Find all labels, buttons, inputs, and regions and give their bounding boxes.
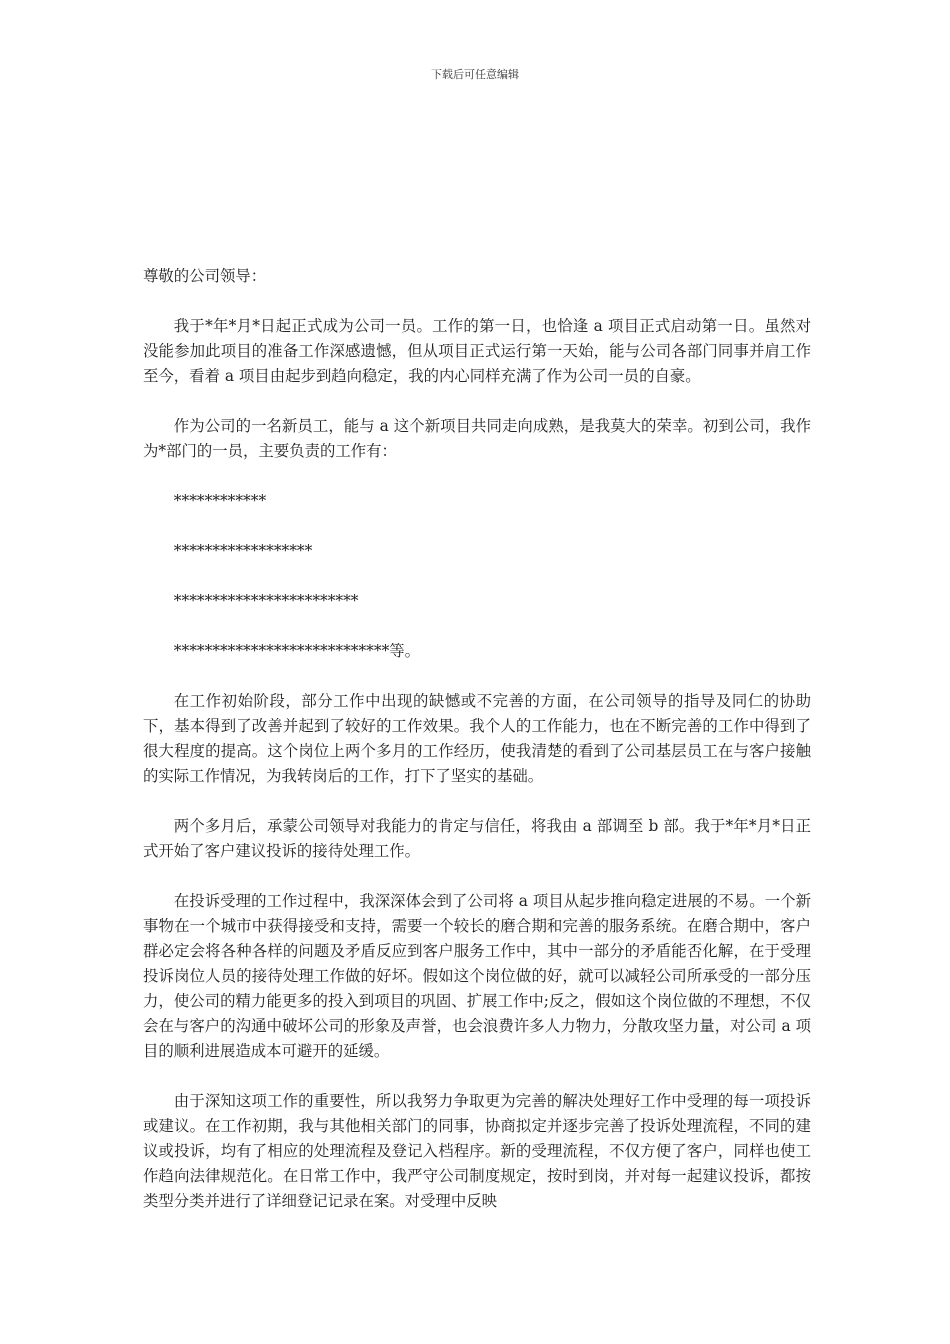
letter-body	[143, 264, 811, 1239]
duty-item: ************************	[173, 592, 359, 610]
page-header-note: 下载后可任意编辑	[431, 68, 519, 81]
duty-item: ************	[173, 492, 267, 510]
duty-item: ****************************等。	[173, 642, 421, 660]
paragraph-initial-stage: 在工作初始阶段，部分工作中出现的缺憾或不完善的方面，在公司领导的指导及同仁的协助下，基本得到了改善并起到了较好的工作效果。我个人的工作能力，也在不断完善的工作中得到了很大程度的提高。这个岗位上两个多月的工作经历，使我清楚的看到了公司基层员工在与客户接触的实际工作情况，为我转岗后的工作，打下了坚实的基础。	[143, 692, 811, 785]
salutation: 尊敬的公司领导：	[143, 267, 267, 285]
paragraph-new-employee: 作为公司的一名新员工，能与 a 这个新项目共同走向成熟，是我莫大的荣幸。初到公司，我作为*部门的一员，主要负责的工作有：	[143, 417, 811, 460]
paragraph-complaint-handling: 在投诉受理的工作过程中，我深深体会到了公司将 a 项目从起步推向稳定进展的不易。一个新事物在一个城市中获得接受和支持，需要一个较长的磨合期和完善的服务系统。在磨合期中，客户群必定会将各种各样的问题及矛盾反应到客户服务工作中，其中一部分的矛盾能否化解，在于受理投诉岗位人员的接待处理工作做的好坏。假如这个岗位做的好，就可以减轻公司所承受的一部分压力，使公司的精力能更多的投入到项目的巩固、扩展工作中;反之，假如这个岗位做的不理想，不仅会在与客户的沟通中破坏公司的形象及声誉，也会浪费许多人力物力，分散攻坚力量，对公司 a 项目的顺利进展造成本可避开的延缓。	[143, 892, 811, 1060]
duty-item: ******************	[173, 542, 313, 560]
paragraph-transfer: 两个多月后，承蒙公司领导对我能力的肯定与信任，将我由 a 部调至 b 部。我于*年*月*日正式开始了客户建议投诉的接待处理工作。	[143, 817, 811, 860]
paragraph-intro: 我于*年*月*日起正式成为公司一员。工作的第一日，也恰逢 a 项目正式启动第一日。虽然对没能参加此项目的准备工作深感遗憾，但从项目正式运行第一天始，能与公司各部门同事并肩工作至今，看着 a 项目由起步到趋向稳定，我的内心同样充满了作为公司一员的自豪。	[143, 317, 811, 385]
paragraph-importance: 由于深知这项工作的重要性，所以我努力争取更为完善的解决处理好工作中受理的每一项投诉或建议。在工作初期，我与其他相关部门的同事，协商拟定并逐步完善了投诉处理流程，不同的建议或投诉，均有了相应的处理流程及登记入档程序。新的受理流程，不仅方便了客户，同样也使工作趋向法律规范化。在日常工作中，我严守公司制度规定，按时到岗，并对每一起建议投诉，都按类型分类并进行了详细登记记录在案。对受理中反映	[143, 1092, 811, 1210]
